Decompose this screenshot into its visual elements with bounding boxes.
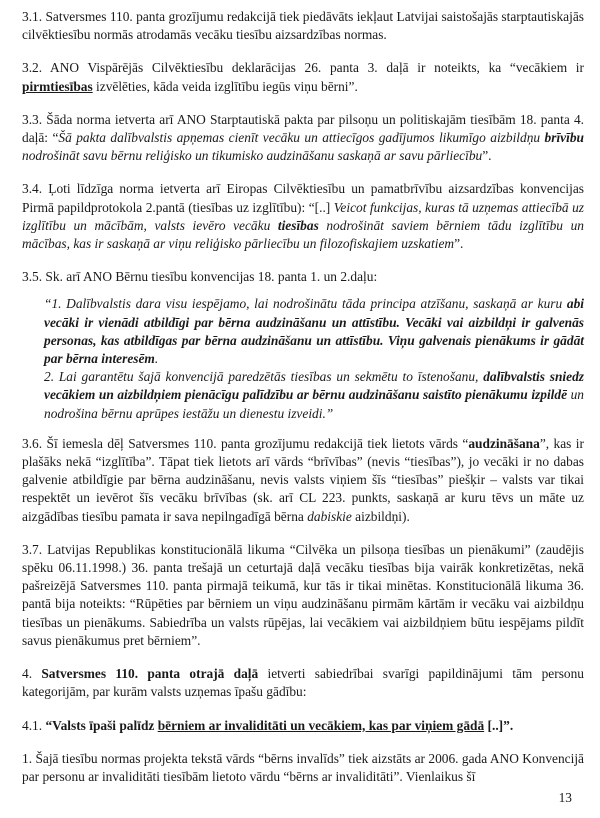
- document-body: [22, 8, 584, 801]
- page-number: 13: [558, 790, 572, 805]
- paragraph-4-1-quote-end: [..]”.: [484, 717, 514, 733]
- paragraph-3-2-emphasis: pirmtiesības: [22, 78, 93, 94]
- paragraph-3-6-text: 3.6. Šī iemesla dēļ Satversmes 110. panta grozījumu redakcijā tiek lietots vārds “: [22, 435, 469, 451]
- paragraph-3-2-quote-end: izvēlēties, kāda veida izglītību iegūs viņu bērni”: [92, 78, 355, 94]
- paragraph-3-5: 3.5. Sk. arī ANO Bērnu tiesību konvencijas 18. panta 1. un 2.daļu:: [22, 269, 378, 285]
- paragraph-3-1: 3.1. Satversmes 110. panta grozījumu redakcijā tiek piedāvāts iekļaut Latvijai saistošajās starptautiskajās cilvēktiesību normās atrodamās vecāku tiesību aizsardzības normas.: [22, 9, 584, 43]
- paragraph-3-2: [22, 59, 584, 95]
- paragraph-3-6: [22, 435, 584, 526]
- paragraph-3-3-quote: Šā pakta dalībvalstis apņemas cienīt vecāku un attiecīgos gadījumos likumīgo aizbildņu: [58, 130, 545, 146]
- paragraph-3-3-emphasis: brīvību: [544, 130, 584, 146]
- paragraph-3-4-emphasis: tiesības: [277, 217, 319, 233]
- paragraph-4-text: ietverti sabiedrībai svarīgi papildinājumi tām personu kategorijām, par kurām valsts uzņemas īpašu gādību:: [22, 666, 585, 700]
- paragraph-4-1-quote: “Valsts īpaši palīdz: [45, 717, 158, 733]
- paragraph-3-3-text: 3.3. Šāda norma ietverta arī ANO Starptautiskā pakta par pilsoņu un politiskajām tiesībām 18. panta 4. daļā: “: [22, 111, 584, 146]
- paragraph-3-3-close: ”.: [482, 148, 492, 164]
- paragraph-4: [22, 665, 584, 701]
- paragraph-3-6-term: audzināšana: [468, 435, 540, 451]
- quote-2-end: un nodrošina bērnu aprūpes iestāžu un dienestu izveidi.”: [44, 387, 584, 421]
- paragraph-4-1-emphasis: bērniem ar invaliditāti un vecākiem, kas par viņiem gādā: [157, 717, 485, 733]
- paragraph-3-3: [22, 111, 584, 166]
- paragraph-3-3-quote-end: nodrošināt savu bērnu reliģisko un tikumisko audzināšanu saskaņā ar savu pārliecību: [22, 148, 483, 164]
- quote-1-emphasis: abi vecāki ir vienādi atbildīgi par bērna audzināšanu un attīstību. Vecāki vai aizbildņi ir galvenās personas, kas atbildīgas par bērna audzināšanu un attīstību. Viņu galvenais pienākums ir gādāt par bērna interesēm: [44, 296, 584, 367]
- paragraph-3-4-close: ”.: [454, 236, 464, 252]
- paragraph-3-2-period: .: [354, 78, 358, 94]
- convention-quote-part-1: [44, 295, 584, 368]
- paragraph-4-1: [22, 717, 584, 735]
- quote-2-emphasis: dalībvalstis sniedz vecākiem un aizbildņiem pienācīgu palīdzību ar bērnu audzināšanu saistīto pienākumu izpildē: [44, 369, 584, 403]
- paragraph-3-7: 3.7. Latvijas Republikas konstitucionālā likuma “Cilvēka un pilsoņa tiesības un pienākumi” (zaudējis spēku 06.11.1998.) 36. panta trešajā un ceturtajā daļā vecāku tiesības bija vairāk konkretizētas, nekā pašreizējā Satversmes 110. panta pirmajā teikumā, kur tās ir tikai minētas. Konstitucionālā likuma 36. pantā bija noteikts: “Rūpēties par bērniem un viņu audzināšanu pirmām kārtām ir vecāku vai aizbildņu tiesības un pienākums. Sabiedrība un valsts rūpējas, lai vecākiem vai aizbildņiem būtu iespējams pildīt savus pienākumus pret bērniem”.: [22, 541, 584, 648]
- paragraph-4-number: 4.: [22, 666, 42, 682]
- quote-1-text: “1. Dalībvalstis dara visu iespējamo, lai nodrošinātu tāda principa atzīšanu, saskaņā ar kuru: [44, 296, 567, 312]
- quote-1-period: .: [154, 351, 159, 367]
- paragraph-3-6-emphasis: dabiskie: [307, 508, 352, 524]
- paragraph-3-4-quote-end: nodrošināt saviem bērniem tādu izglītību un mācības, kas ir saskaņā ar viņu reliģisko pārliecību un filozofiskajiem uzskatiem: [22, 217, 584, 252]
- paragraph-4-heading: Satversmes 110. panta otrajā daļā: [41, 666, 259, 682]
- paragraph-1: 1. Šajā tiesību normas projekta tekstā vārds “bērns invalīds” tiek aizstāts ar 2006. gada ANO Konvencijā par personu ar invaliditāti tiesībām lietoto vārdu “bērns ar invaliditāti”. Vienlaikus šī: [22, 750, 584, 784]
- paragraph-3-6-body: ”, kas ir plašāks nekā “izglītība”. Tāpat tiek lietots arī vārds “brīvības” (nevis “tiesības”), jo vecāki ir no dabas galvenie atbildīgie par bērna audzināšanu, nevis valsts viņiem šīs “tiesības” piešķir – valsts var tikai respektēt un ievērot šīs vecāku brīvības (sk. arī CL 223. punkts, saskaņā ar kuru tēvs un māte uz aizgādības tiesību pamata ir sava nepilngadīgā bērna: [22, 435, 584, 524]
- paragraph-3-6-end: aizbildņi).: [351, 508, 410, 524]
- quote-2-text: 2. Lai garantētu šajā konvencijā paredzētās tiesības un sekmētu to īstenošanu,: [44, 369, 484, 385]
- convention-quote-part-2: [44, 368, 584, 423]
- paragraph-3-2-quote-start: “vecākiem ir: [509, 60, 584, 76]
- convention-quote: [44, 295, 584, 422]
- paragraph-4-1-number: 4.1.: [22, 717, 46, 733]
- paragraph-3-4-quote: Veicot funkcijas, kuras tā uzņemas attiecībā uz izglītību un mācībām, valsts ievēro vecāku: [22, 199, 584, 233]
- paragraph-3-2-text: 3.2. ANO Vispārējās Cilvēktiesību deklarācijas 26. panta 3. daļā ir noteikts, ka: [22, 60, 510, 76]
- paragraph-3-4: [22, 180, 584, 253]
- paragraph-3-4-text: 3.4. Ļoti līdzīga norma ietverta arī Eiropas Cilvēktiesību un pamatbrīvību aizsardzības konvencijas Pirmā papildprotokola 2.pantā (tiesības uz izglītību): “[..]: [22, 181, 584, 215]
